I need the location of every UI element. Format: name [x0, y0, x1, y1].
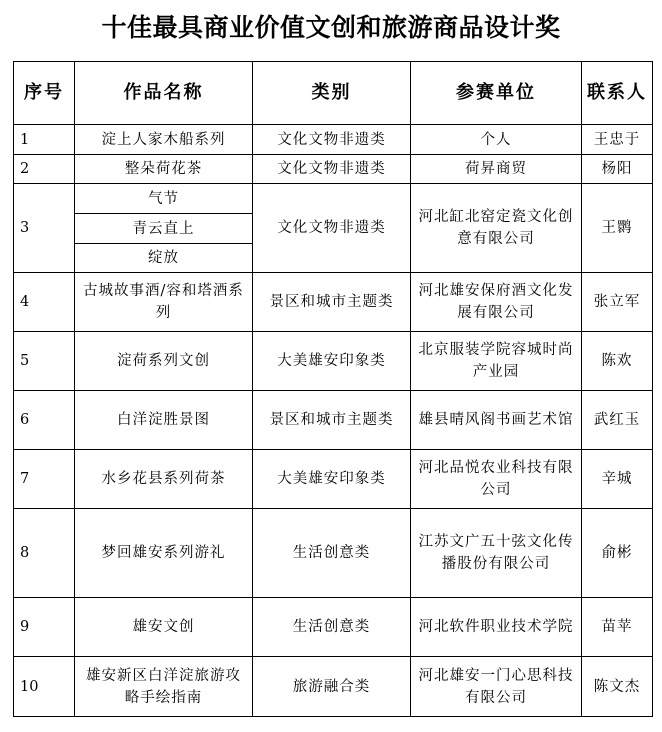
cell-no: 10	[14, 657, 75, 717]
cell-name: 淀上人家木船系列	[75, 125, 253, 155]
cell-contact: 陈文杰	[582, 657, 653, 717]
table-row	[14, 450, 653, 509]
cell-no: 3	[14, 184, 75, 273]
header-name: 作品名称	[75, 62, 253, 125]
cell-no: 8	[14, 509, 75, 598]
cell-category: 景区和城市主题类	[253, 391, 411, 450]
cell-no: 2	[14, 155, 75, 184]
table-header-row	[14, 62, 653, 125]
header-contact: 联系人	[582, 62, 653, 125]
cell-contact: 王忠于	[582, 125, 653, 155]
table-row	[14, 391, 653, 450]
table-row	[14, 184, 653, 214]
cell-name: 淀荷系列文创	[75, 332, 253, 391]
table-row	[14, 332, 653, 391]
table-row	[14, 598, 653, 657]
cell-name: 气节	[75, 184, 253, 214]
cell-name: 古城故事酒/容和塔酒系列	[75, 273, 253, 332]
cell-no: 5	[14, 332, 75, 391]
header-category: 类别	[253, 62, 411, 125]
table-row	[14, 657, 653, 717]
cell-name: 整朵荷花茶	[75, 155, 253, 184]
page-title: 十佳最具商业价值文创和旅游商品设计奖	[101, 13, 561, 42]
cell-contact: 陈欢	[582, 332, 653, 391]
cell-unit: 个人	[411, 125, 582, 155]
cell-name: 绽放	[75, 244, 253, 273]
cell-unit: 河北品悦农业科技有限公司	[411, 450, 582, 509]
cell-name: 雄安文创	[75, 598, 253, 657]
table-row	[14, 273, 653, 332]
cell-category: 生活创意类	[253, 509, 411, 598]
cell-name: 雄安新区白洋淀旅游攻略手绘指南	[75, 657, 253, 717]
cell-name: 水乡花县系列荷茶	[75, 450, 253, 509]
cell-category: 大美雄安印象类	[253, 332, 411, 391]
cell-contact: 辛城	[582, 450, 653, 509]
header-unit: 参赛单位	[411, 62, 582, 125]
cell-unit: 雄县晴风阁书画艺术馆	[411, 391, 582, 450]
cell-name: 青云直上	[75, 214, 253, 244]
header-no: 序号	[14, 62, 75, 125]
cell-category: 文化文物非遗类	[253, 155, 411, 184]
awards-table	[13, 61, 653, 717]
cell-no: 7	[14, 450, 75, 509]
cell-contact: 武红玉	[582, 391, 653, 450]
cell-unit: 河北缸北窑定瓷文化创意有限公司	[411, 184, 582, 273]
cell-contact: 俞彬	[582, 509, 653, 598]
cell-unit: 荷昇商贸	[411, 155, 582, 184]
cell-category: 大美雄安印象类	[253, 450, 411, 509]
cell-category: 旅游融合类	[253, 657, 411, 717]
cell-name: 梦回雄安系列游礼	[75, 509, 253, 598]
cell-contact: 苗苹	[582, 598, 653, 657]
cell-unit: 河北软件职业技术学院	[411, 598, 582, 657]
cell-no: 4	[14, 273, 75, 332]
cell-category: 文化文物非遗类	[253, 184, 411, 273]
table-row	[14, 125, 653, 155]
cell-contact: 王鹮	[582, 184, 653, 273]
cell-contact: 杨阳	[582, 155, 653, 184]
cell-unit: 河北雄安保府酒文化发展有限公司	[411, 273, 582, 332]
cell-category: 文化文物非遗类	[253, 125, 411, 155]
cell-unit: 江苏文广五十弦文化传播股份有限公司	[411, 509, 582, 598]
cell-category: 景区和城市主题类	[253, 273, 411, 332]
cell-name: 白洋淀胜景图	[75, 391, 253, 450]
table-row	[14, 155, 653, 184]
cell-no: 9	[14, 598, 75, 657]
table-row	[14, 509, 653, 598]
cell-category: 生活创意类	[253, 598, 411, 657]
cell-no: 1	[14, 125, 75, 155]
cell-unit: 河北雄安一门心思科技有限公司	[411, 657, 582, 717]
cell-no: 6	[14, 391, 75, 450]
cell-unit: 北京服装学院容城时尚产业园	[411, 332, 582, 391]
cell-contact: 张立军	[582, 273, 653, 332]
